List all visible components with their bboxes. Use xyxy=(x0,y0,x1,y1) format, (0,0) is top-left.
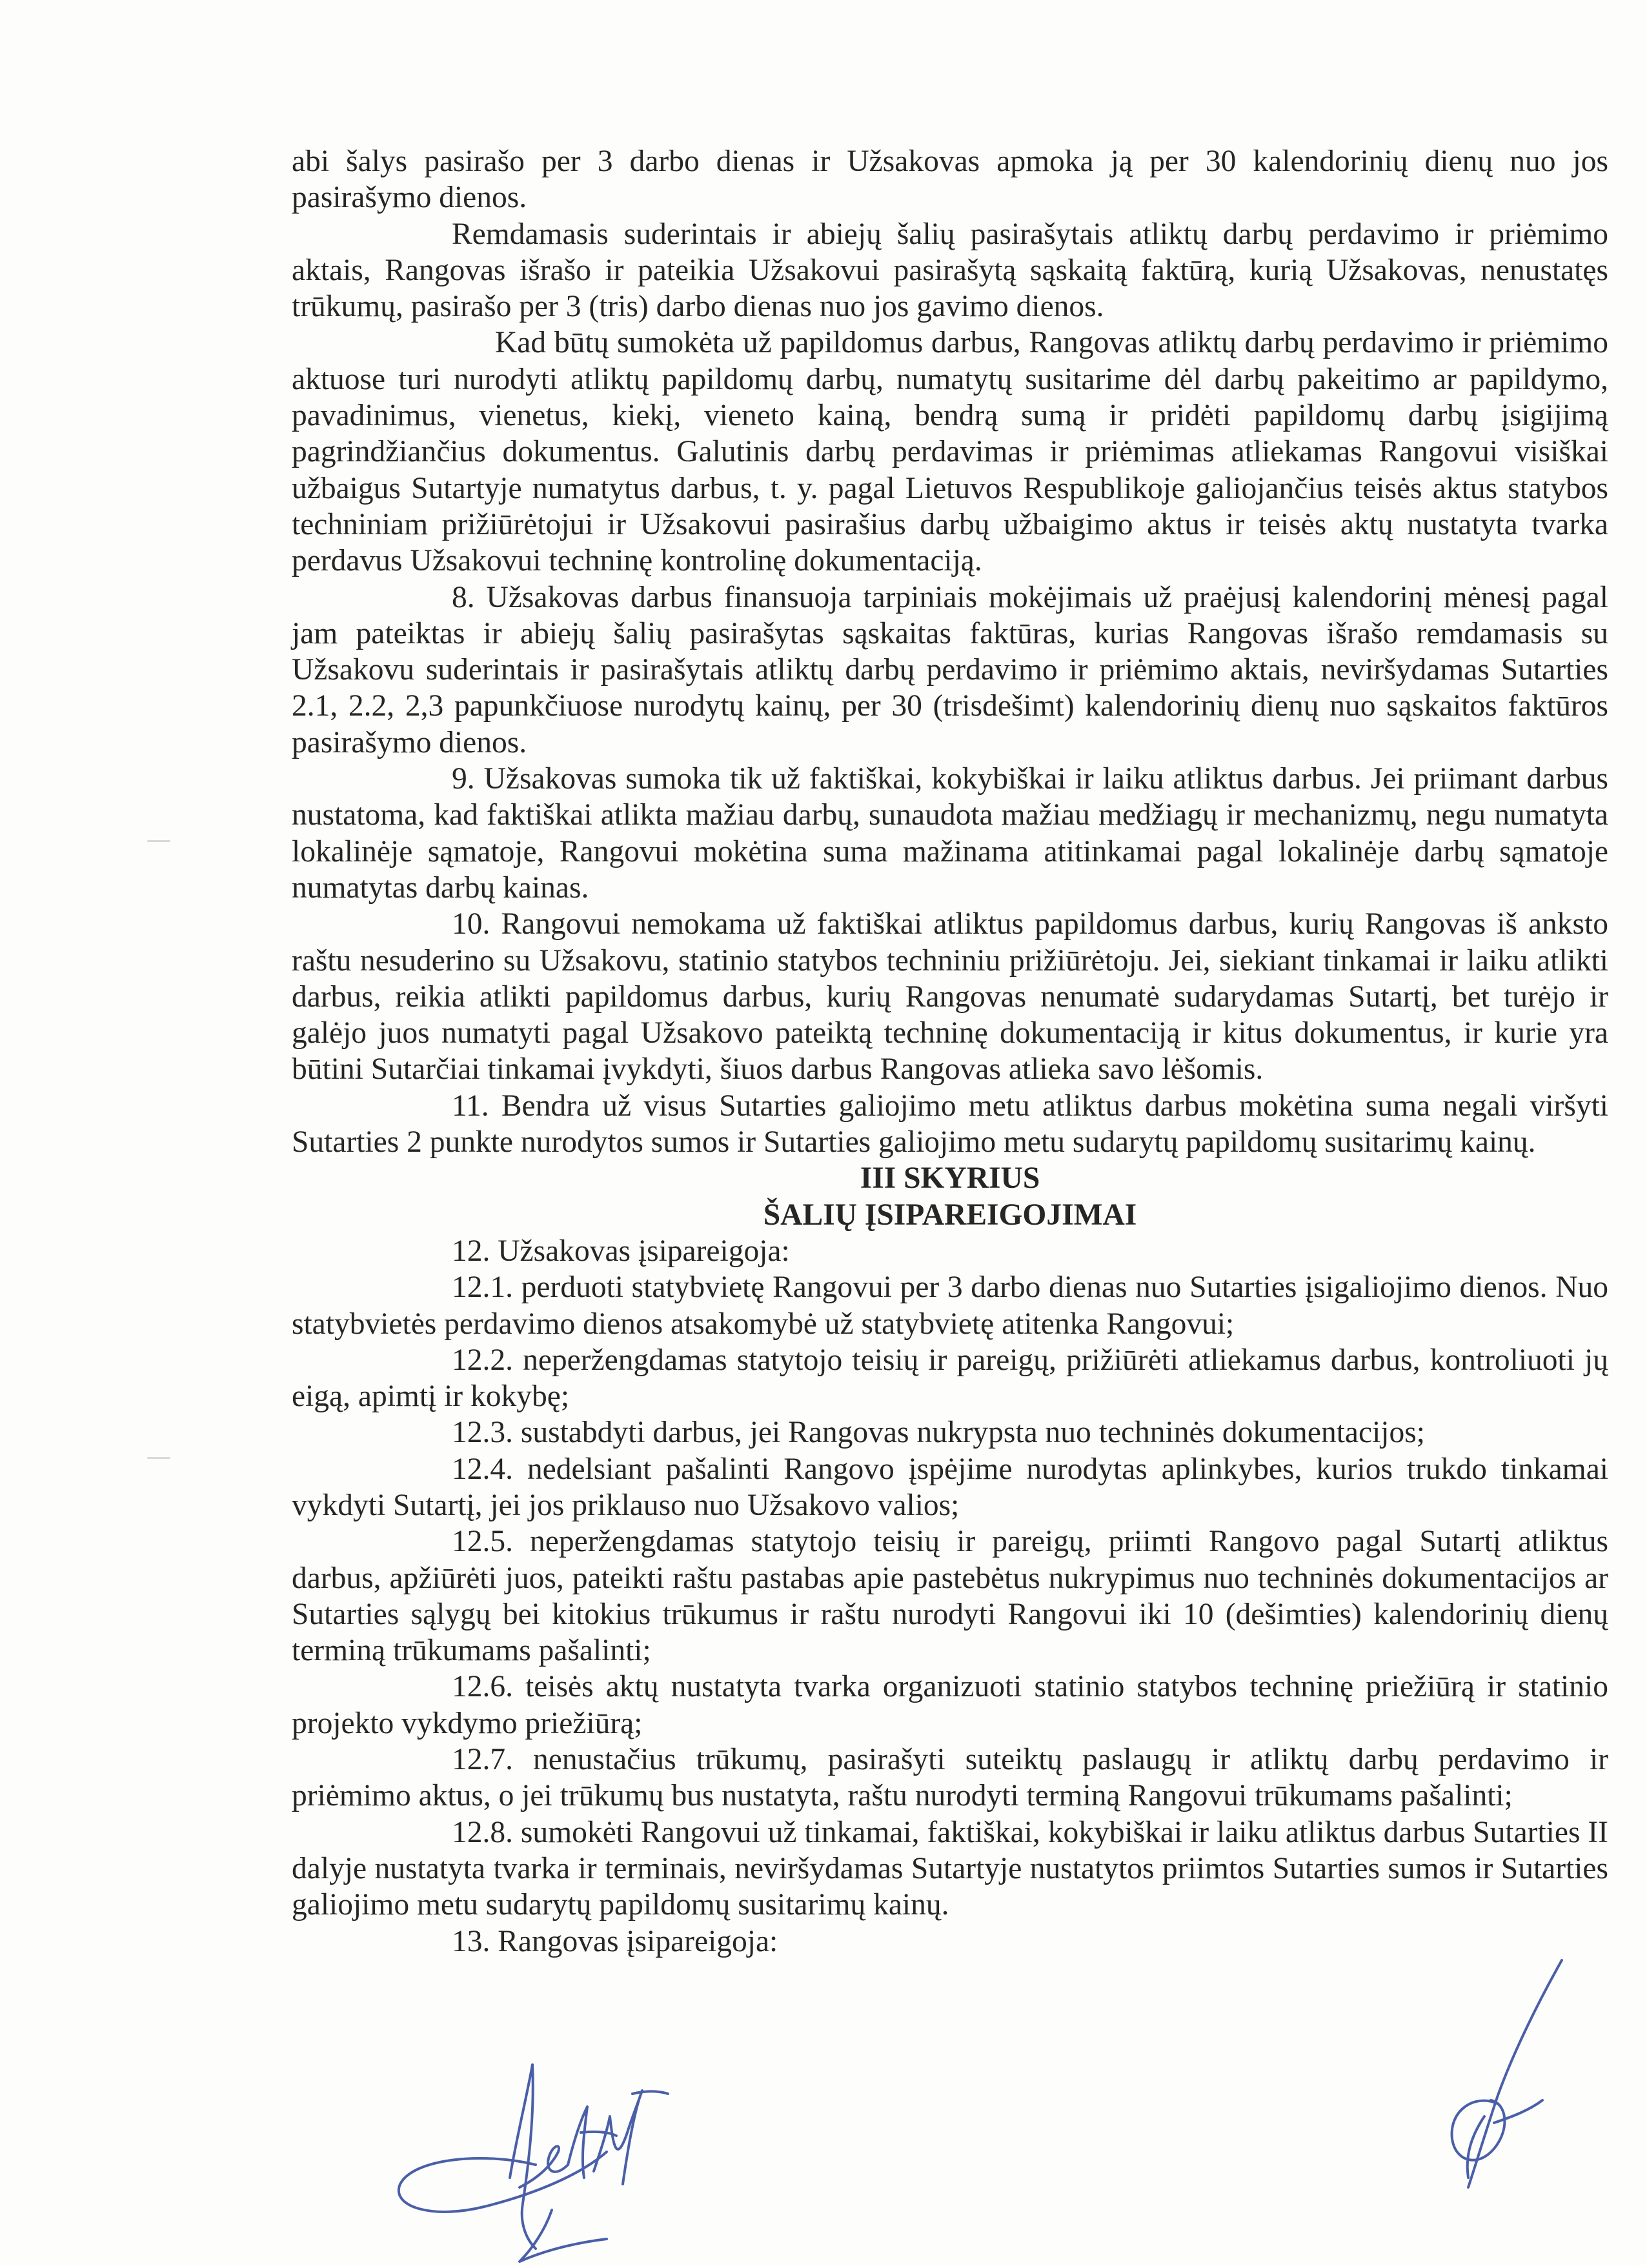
signature-right xyxy=(1423,1955,1591,2200)
clause-12: 12. Užsakovas įsipareigoja: xyxy=(452,1234,790,1268)
paragraph-10: 10. Rangovui nemokama už faktiškai atliktus papildomus darbus, kurių Rangovas iš anksto raštu nesuderino su Užsakovu, statinio statybos techniniu prižiūrėtoju. Jei, siekiant tinkamai ir laiku atlikti darbus, reikia atlikti papildomus darbus, kurių Rangovas nenumatė sudarydamas Sutartį, bet turėjo ir galėjo juos numatyti pagal Užsakovo pateiktą techninę dokumentaciją ir kitus dokumentus, ir kurie yra būtini Sutarčiai tinkamai įvykdyti, šiuos darbus Rangovas atlieka savo lėšomis. xyxy=(292,907,1608,1087)
section-number: III SKYRIUS xyxy=(860,1161,1040,1196)
paragraph-additional-works: Kad būtų sumokėta už papildomus darbus, Rangovas atliktų darbų perdavimo ir priėmimo aktuose turi nurodyti atliktų papildomų darbų, numatytų susitarime dėl darbų pakeitimo ar papildymo, pavadinimus, vienetus, kiekį, vieneto kainą, bendrą sumą ir pridėti papildomų darbų įsigijimą pagrindžiančius dokumentus. Galutinis darbų perdavimas ir priėmimas atliekamas Rangovui visiškai užbaigus Sutartyje numatytus darbus, t. y. pagal Lietuvos Respublikoje galiojančius teisės aktus statybos techniniam prižiūrėtojui ir Užsakovui pasirašius darbų užbaigimo aktus ir teisės aktų nustatyta tvarka perdavus Užsakovui techninę kontrolinę dokumentaciją. xyxy=(292,326,1608,578)
paragraph-invoice: Remdamasis suderintais ir abiejų šalių pasirašytais atliktų darbų perdavimo ir priėmimo aktais, Rangovas išrašo ir pateikia Užsakovui pasirašytą sąskaitą faktūrą, kurią Užsakovas, nenustatęs trūkumų, pasirašo per 3 (tris) darbo dienas nuo jos gavimo dienos. xyxy=(292,217,1608,324)
scan-margin-mark xyxy=(147,1457,170,1459)
clause-12-5: 12.5. neperžengdamas statytojo teisių ir pareigų, priimti Rangovo pagal Sutartį atliktus darbus, apžiūrėti juos, pateikti raštu pastabas apie pastebėtus nukrypimus nuo techninės dokumentacijos ar Sutarties sąlygų bei kitokius trūkumus ir raštu nurodyti Rangovui iki 10 (dešimties) kalendorinių dienų terminą trūkumams pašalinti; xyxy=(292,1525,1608,1668)
paragraph-continuation: abi šalys pasirašo per 3 darbo dienas ir Užsakovas apmoka ją per 30 kalendorinių dienų nuo jos pasirašymo dienos. xyxy=(292,145,1608,215)
scan-margin-mark xyxy=(147,840,170,842)
section-title: ŠALIŲ ĮSIPAREIGOJIMAI xyxy=(763,1198,1137,1232)
paragraph-11: 11. Bendra už visus Sutarties galiojimo metu atliktus darbus mokėtina suma negali viršyti Sutarties 2 punkte nurodytos sumos ir Sutarties galiojimo metu sudarytų papildomų susitarimų kainų. xyxy=(292,1089,1608,1159)
clause-12-2: 12.2. neperžengdamas statytojo teisių ir pareigų, prižiūrėti atliekamus darbus, kontroliuoti jų eigą, apimtį ir kokybę; xyxy=(292,1343,1608,1414)
clause-12-1: 12.1. perduoti statybvietę Rangovui per 3 darbo dienas nuo Sutarties įsigaliojimo dienos. Nuo statybvietės perdavimo dienos atsakomybė už statybvietę atitenka Rangovui; xyxy=(292,1270,1608,1341)
paragraph-9: 9. Užsakovas sumoka tik už faktiškai, kokybiškai ir laiku atliktus darbus. Jei priimant darbus nustatoma, kad faktiškai atlikta mažiau darbų, sunaudota mažiau medžiagų ir mechanizmų, negu numatyta lokalinėje sąmatoje, Rangovui mokėtina suma mažinama atitinkamai pagal lokalinėje darbų sąmatoje numatytas darbų kainas. xyxy=(292,762,1608,905)
document-body xyxy=(292,143,1608,1960)
clause-12-8: 12.8. sumokėti Rangovui už tinkamai, faktiškai, kokybiškai ir laiku atliktus darbus Sutarties II dalyje nustatyta tvarka ir terminais, neviršydamas Sutartyje nustatytos priimtos Sutarties sumos ir Sutarties galiojimo metu sudarytų papildomų susitarimų kainų. xyxy=(292,1815,1608,1922)
clause-12-6: 12.6. teisės aktų nustatyta tvarka organizuoti statinio statybos techninę priežiūrą ir statinio projekto vykdymo priežiūrą; xyxy=(292,1670,1608,1740)
paragraph-8: 8. Užsakovas darbus finansuoja tarpiniais mokėjimais už praėjusį kalendorinį mėnesį pagal jam pateiktas ir abiejų šalių pasirašytas sąskaitas faktūras, kurias Rangovas išrašo remdamasis su Užsakovu suderintais ir pasirašytais atliktų darbų perdavimo ir priėmimo aktais, neviršydamas Sutarties 2.1, 2.2, 2,3 papunkčiuose nurodytų kainų, per 30 (trisdešimt) kalendorinių dienų nuo sąskaitos faktūros pasirašymo dienos. xyxy=(292,580,1608,759)
clause-12-3: 12.3. sustabdyti darbus, jei Rangovas nukrypsta nuo techninės dokumentacijos; xyxy=(452,1416,1425,1450)
clause-12-7: 12.7. nenustačius trūkumų, pasirašyti suteiktų paslaugų ir atliktų darbų perdavimo ir priėmimo aktus, o jei trūkumų bus nustatyta, raštu nurodyti terminą Rangovui trūkumams pašalinti; xyxy=(292,1743,1608,1813)
clause-12-4: 12.4. nedelsiant pašalinti Rangovo įspėjime nurodytas aplinkybes, kurios trukdo tinkamai vykdyti Sutartį, jei jos priklauso nuo Užsakovo valios; xyxy=(292,1452,1608,1522)
clause-13: 13. Rangovas įsipareigoja: xyxy=(452,1924,778,1958)
signature-left xyxy=(387,2055,723,2268)
